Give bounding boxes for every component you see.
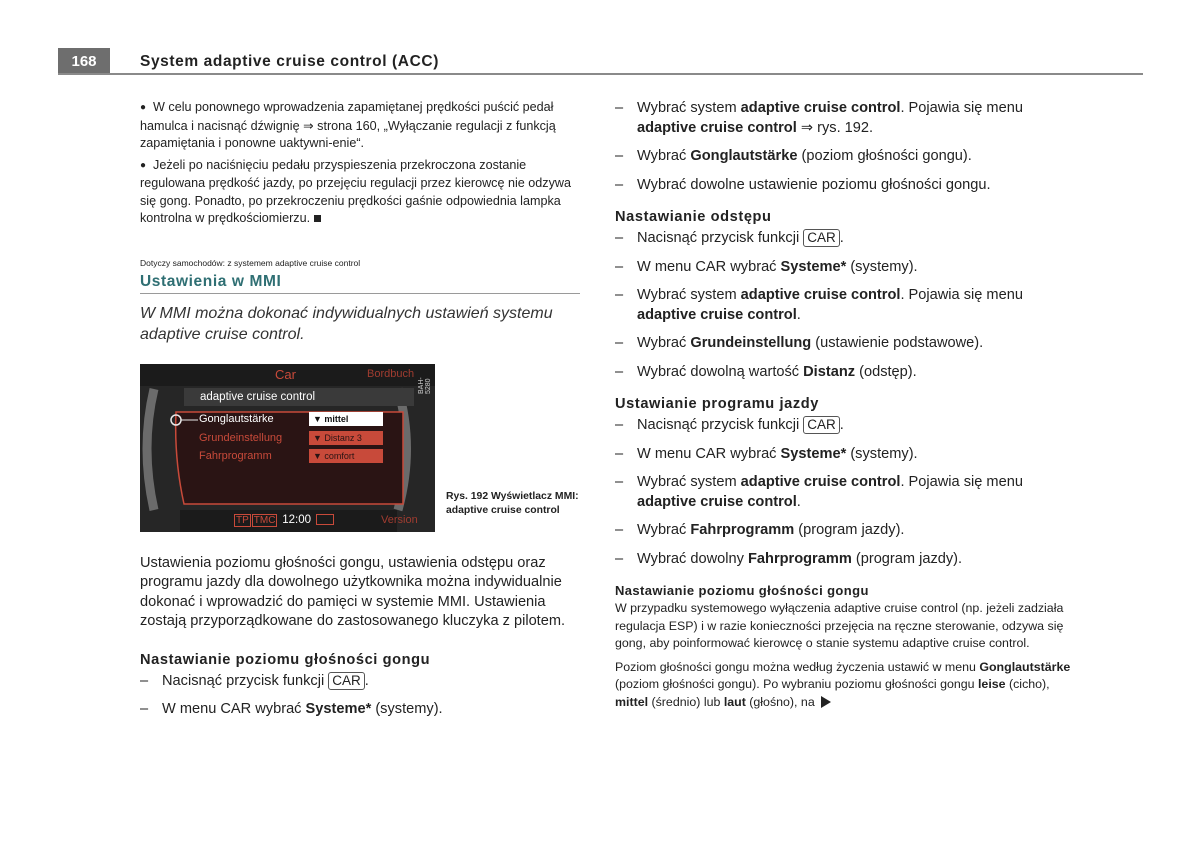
step-text: Wybrać dowolny	[637, 550, 748, 567]
step-text: .	[796, 306, 801, 323]
page-number: 168	[58, 48, 110, 74]
text-run: (poziom głośności gongu). Po wybraniu poziomu głośności gongu	[615, 677, 978, 691]
section-title: Ustawienia w MMI	[140, 273, 580, 294]
step-item: – W menu CAR wybrać Systeme* (systemy).	[140, 701, 443, 717]
step-text: (program jazdy).	[794, 522, 905, 538]
step-bold: Systeme*	[780, 258, 847, 275]
step-item: – Wybrać dowolną wartość Distanz (odstęp).	[615, 363, 917, 380]
tmc-indicator: TMC	[253, 514, 276, 526]
step-text: (systemy).	[846, 258, 918, 275]
step-bold: Fahrprogramm	[748, 550, 852, 567]
bullet-icon: ●	[140, 159, 147, 171]
step-text: Wybrać system	[637, 287, 741, 303]
step-bold: Fahrprogramm	[690, 522, 795, 538]
body-paragraph: W przypadku systemowego wyłączenia adaptive cruise control (np. jeżeli zadziała regulacja ESP) i w razie konieczności przejęcia na ręczne sterowanie, odzywa się gong, aby poinformować kierowcę o stanie systemu adaptive cruise control.	[615, 601, 1064, 650]
step-text: W menu CAR wybrać	[637, 445, 781, 462]
step-text: (program jazdy).	[851, 550, 963, 567]
text-bold: mittel	[615, 694, 649, 709]
end-of-section-icon	[314, 215, 321, 222]
step-item: – Wybrać system adaptive cruise control. Pojawia się menu adaptive cruise control.	[615, 287, 1023, 323]
subheading: Ustawianie programu jazdy	[615, 396, 819, 412]
continue-arrow-icon	[821, 696, 831, 708]
bullet-text: W celu ponownego wprowadzenia zapamiętanej prędkości puścić pedał hamulca i nacisnąć dźwignię ⇒ strona 160, „Wyłączanie regulacji z funkcją zapamiętania i ponowne uaktywni-enie“.	[140, 100, 556, 150]
bullet-item	[140, 99, 580, 153]
step-text: .	[839, 417, 844, 433]
body-paragraph	[615, 659, 1085, 712]
step-item: – Wybrać Fahrprogramm (program jazdy).	[615, 522, 905, 538]
step-text: . Pojawia się menu	[900, 100, 1023, 116]
bullet-item	[140, 157, 580, 228]
step-text: .	[364, 672, 369, 689]
text-bold: Gonglautstärke	[979, 659, 1071, 674]
step-bold: adaptive cruise control	[740, 100, 901, 116]
mmi-screen	[140, 364, 435, 532]
subheading: Nastawianie poziomu głośności gongu	[615, 583, 869, 598]
mmi-row-label: Gonglautstärke	[199, 412, 274, 425]
step-bold: Systeme*	[305, 701, 372, 717]
car-key-label: CAR	[803, 416, 840, 434]
mmi-row-value-box: ▼ comfort	[309, 449, 383, 463]
mmi-row-value-box: ▼ Distanz 3	[309, 431, 383, 445]
figure-caption: Rys. 192 Wyświetlacz MMI: adaptive cruise control	[445, 490, 579, 516]
subheading: Nastawianie odstępu	[615, 209, 772, 225]
step-text: Wybrać	[637, 522, 691, 538]
figure-code: BAH-5280	[418, 376, 432, 394]
step-item: – Wybrać system adaptive cruise control. Pojawia się menu adaptive cruise control.	[615, 474, 1023, 510]
tp-indicator: TP	[236, 514, 249, 526]
bullet-icon: ●	[140, 102, 147, 113]
left-column	[140, 99, 580, 729]
text-run: (cicho),	[1005, 677, 1050, 691]
mmi-row-value: Distanz 3	[324, 432, 362, 443]
step-bold: Grundeinstellung	[690, 335, 812, 351]
step-bold: adaptive cruise control	[637, 306, 797, 323]
step-item: – Wybrać system adaptive cruise control. Pojawia się menu adaptive cruise control ⇒ rys. 192.	[615, 100, 1023, 136]
text-run: (głośno), na	[745, 694, 815, 709]
step-text: (odstęp).	[855, 363, 917, 380]
right-column	[615, 99, 1085, 711]
step-bold: Systeme*	[780, 445, 847, 462]
mmi-row-value-selected: ▼ mittel	[309, 412, 383, 426]
signal-icon	[316, 514, 334, 525]
step-bold: Distanz	[803, 363, 856, 380]
step-text: Wybrać system	[637, 100, 741, 116]
step-item: – Wybrać Gonglautstärke (poziom głośności gongu).	[615, 148, 972, 164]
step-text: Wybrać	[637, 148, 691, 164]
step-bold: adaptive cruise control	[740, 474, 901, 490]
header-rule	[58, 73, 1143, 75]
tab-car: Car	[275, 366, 296, 382]
step-bold: Gonglautstärke	[690, 148, 798, 164]
step-text: Nacisnąć przycisk funkcji	[637, 230, 804, 246]
figure	[140, 364, 580, 532]
step-item: – Wybrać dowolny Fahrprogramm (program jazdy).	[615, 550, 963, 567]
step-bold: adaptive cruise control	[637, 119, 797, 136]
step-bold: adaptive cruise control	[740, 287, 901, 303]
step-text: Wybrać system	[637, 474, 741, 490]
step-item: – Wybrać Grundeinstellung (ustawienie podstawowe).	[615, 335, 984, 351]
step-item: – W menu CAR wybrać Systeme* (systemy).	[615, 445, 918, 462]
step-text: (systemy).	[371, 701, 443, 717]
car-key-label: CAR	[803, 229, 840, 247]
step-item: – W menu CAR wybrać Systeme* (systemy).	[615, 258, 918, 275]
step-text: . Pojawia się menu	[900, 474, 1023, 490]
step-text: Wybrać	[637, 335, 691, 351]
text-run: (średnio) lub	[648, 694, 724, 709]
step-text: . Pojawia się menu	[900, 287, 1023, 303]
step-item: – Nacisnąć przycisk funkcji CAR .	[615, 230, 844, 246]
applies-to-note: Dotyczy samochodów: z systemem adaptive cruise control	[140, 257, 361, 268]
step-item: – Wybrać dowolne ustawienie poziomu głośności gongu.	[615, 176, 1085, 196]
step-text: Nacisnąć przycisk funkcji	[637, 417, 804, 433]
step-item: – Nacisnąć przycisk funkcji CAR .	[140, 672, 369, 689]
mmi-row-label: Grundeinstellung	[199, 431, 283, 444]
mmi-status-bar	[234, 514, 334, 526]
step-text: ⇒ rys. 192.	[796, 119, 874, 136]
tab-bordbuch: Bordbuch	[367, 367, 415, 380]
bullet-text: Jeżeli po naciśnięciu pedału przyspieszenia przekroczona zostanie regulowana prędkość jazdy, po przejęciu regulacji przez kierowcę nie odzywa się gong. Ponadto, po przekroczeniu prędkości gaśnie odpowiednia lampka kontrolna w prędkościomierzu.	[140, 157, 571, 225]
step-text: (ustawienie podstawowe).	[811, 335, 984, 351]
subheading: Nastawianie poziomu głośności gongu	[140, 651, 431, 668]
page-header-title: System adaptive cruise control (ACC)	[140, 53, 439, 70]
section-intro: W MMI można dokonać indywidualnych ustawień systemu adaptive cruise control.	[140, 304, 553, 343]
step-text: W menu CAR wybrać	[162, 701, 306, 717]
step-text: W menu CAR wybrać	[637, 258, 781, 275]
text-bold: leise	[977, 677, 1006, 691]
car-key-label: CAR	[328, 672, 365, 690]
body-paragraph: Ustawienia poziomu głośności gongu, ustawienia odstępu oraz programu jazdy dla dowolnego użytkownika można indywidualnie dokonać i wprowadzić do pamięci w systemie MMI. Ustawienia zostają przyporządkowane do zastosowanego kluczyka z pilotem.	[140, 554, 566, 629]
mmi-clock: 12:00	[282, 513, 312, 526]
text-bold: laut	[723, 694, 746, 709]
step-text: (poziom głośności gongu).	[797, 148, 972, 164]
step-item: – Nacisnąć przycisk funkcji CAR .	[615, 417, 844, 433]
mmi-row-label: Fahrprogramm	[199, 449, 272, 462]
step-bold: adaptive cruise control	[637, 493, 797, 510]
step-text: .	[796, 493, 801, 510]
step-text: Wybrać dowolną wartość	[637, 363, 804, 380]
step-text: Wybrać dowolne ustawienie poziomu głośności gongu.	[637, 176, 991, 193]
step-text: (systemy).	[846, 445, 918, 462]
step-text: .	[839, 230, 844, 246]
text-run: Poziom głośności gongu można według życzenia ustawić w menu	[615, 659, 980, 674]
mmi-menu-title: adaptive cruise control	[184, 388, 414, 406]
mmi-version-label: Version	[381, 513, 418, 526]
mmi-row-value: comfort	[324, 450, 355, 461]
mmi-row-value: mittel	[324, 413, 349, 424]
step-text: Nacisnąć przycisk funkcji	[162, 672, 329, 689]
